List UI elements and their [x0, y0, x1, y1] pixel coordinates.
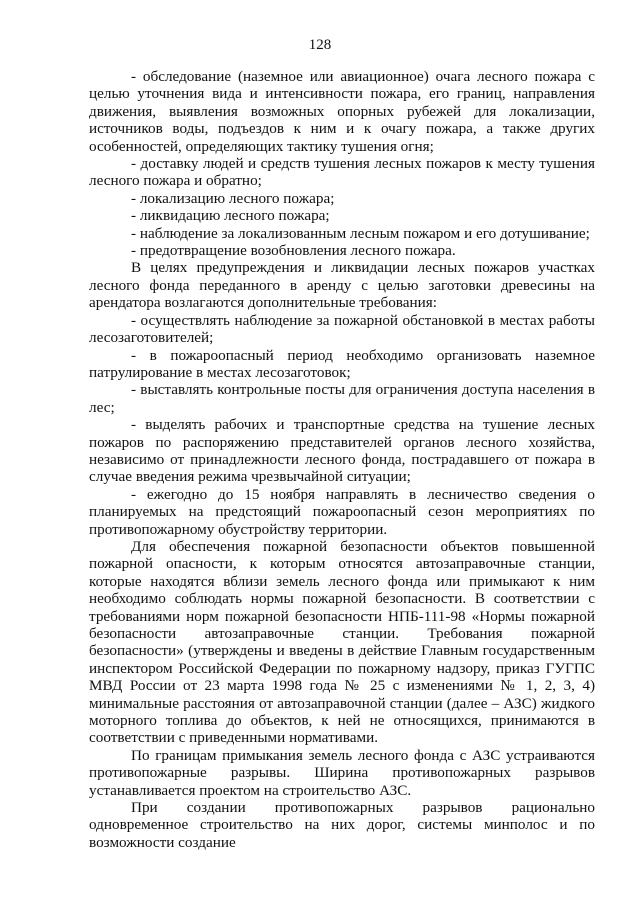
list-item: - локализацию лесного пожара;: [131, 189, 335, 207]
list-item: - предотвращение возобновления лесного пожара.: [131, 242, 456, 260]
list-item: - доставку людей и средств тушения лесных пожаров к месту тушения лесного пожара и обратно;: [89, 155, 595, 190]
paragraph: Для обеспечения пожарной безопасности объектов повышенной пожарной опасности, к которым относятся автозаправочные станции, которые находятся вблизи земель лесного фонда или примыкают к ним необходимо соблюдать нормы пожарной безопасности. В соответствии с требованиями норм пожарной безопасности НПБ-111-98 «Нормы пожарной безопасности автозаправочные станции. Требования пожарной безопасности» (утверждены и введены в действие Главным государственным инспектором Российской Федерации по пожарному надзору, приказ ГУГПС МВД России от 23 марта 1998 года № 25 с изменениями № 1, 2, 3, 4) минимальные расстояния от автозаправочной станции (далее – АЗС) жидкого моторного топлива до объектов, к ней не относящихся, принимаются в соответствии с приведенными нормативами.: [89, 537, 595, 747]
list-item: - обследование (наземное или авиационное) очага лесного пожара с целью уточнения вида и интенсивности пожара, его границ, направления движения, выявления возможных опорных рубежей для локализации, источников воды, подъездов к ним и к очагу пожара, а также других особенностей, определяющих тактику тушения огня;: [89, 68, 595, 155]
list-item: - ежегодно до 15 ноября направлять в лесничество сведения о планируемых на предстоящий пожароопасный сезон мероприятиях по противопожарному обустройству территории.: [89, 485, 595, 538]
page-number: 128: [308, 37, 332, 53]
paragraph: По границам примыкания земель лесного фонда с АЗС устраиваются противопожарные разрывы. Ширина противопожарных разрывов устанавливается проектом на строительство АЗС.: [89, 746, 595, 799]
list-item: - наблюдение за локализованным лесным пожаром и его дотушивание;: [131, 224, 590, 242]
list-item: - в пожароопасный период необходимо организовать наземное патрулирование в местах лесозаготовок;: [89, 346, 595, 381]
list-item: - выделять рабочих и транспортные средства на тушение лесных пожаров по распоряжению представителей органов лесного хозяйства, независимо от принадлежности лесного фонда, пострадавшего от пожара в случае введения режима чрезвычайной ситуации;: [89, 416, 595, 486]
paragraph: В целях предупреждения и ликвидации лесных пожаров участках лесного фонда переданного в аренду с целью заготовки древесины на арендатора возлагаются дополнительные требования:: [89, 259, 595, 312]
document-body: [89, 68, 595, 851]
list-item: - осуществлять наблюдение за пожарной обстановкой в местах работы лесозаготовителей;: [89, 311, 595, 347]
paragraph: При создании противопожарных разрывов рационально одновременное строительство на них дорог, системы минполос и по возможности создание: [89, 799, 595, 851]
list-item: - выставлять контрольные посты для ограничения доступа населения в лес;: [89, 381, 595, 416]
list-item: - ликвидацию лесного пожара;: [131, 207, 330, 225]
